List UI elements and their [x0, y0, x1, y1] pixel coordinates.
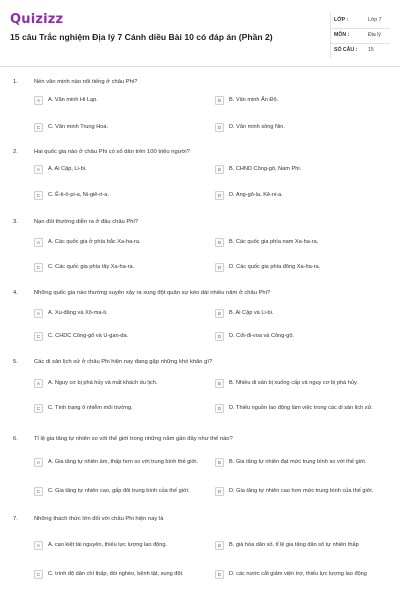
option-b[interactable]	[215, 534, 385, 556]
option-letter-badge: C	[34, 191, 43, 200]
meta-key: LỚP :	[334, 17, 349, 23]
question-number: 6.	[13, 436, 18, 442]
option-letter-badge: B	[215, 165, 224, 174]
option-a[interactable]	[34, 534, 204, 556]
meta-value: Lớp 7	[368, 17, 382, 23]
question-text: Các di sản lịch sử ở châu Phi hiện nay đang gặp những khó khăn gì?	[34, 359, 213, 365]
option-letter-badge: C	[34, 263, 43, 272]
option-letter-badge: A	[34, 238, 43, 247]
option-c[interactable]	[34, 189, 204, 202]
option-text: D. Thiếu nguồn lao động làm việc trong các di sản lịch sử.	[229, 404, 373, 411]
option-b[interactable]	[215, 451, 385, 473]
question-text: Hai quốc gia nào ở châu Phi có số dân trên 100 triệu người?	[34, 149, 190, 155]
option-d[interactable]	[215, 397, 385, 419]
option-letter-badge: C	[34, 123, 43, 132]
option-text: A. Các quốc gia ở phía bắc Xa-ha-ra.	[48, 239, 141, 245]
option-text: A. Nguy cơ bị phá hủy và mất khách du lịch.	[48, 380, 158, 386]
option-letter-badge: C	[34, 404, 43, 413]
option-text: D. Các quốc gia phía đông Xa-ha-ra.	[229, 264, 321, 270]
option-text: C. Gia tăng tự nhiên cao, gấp đôi trung bình của thế giới.	[48, 487, 190, 494]
question-text: Những quốc gia nào thường xuyên xảy ra xung đột quân sự kéo dài nhiều năm ở châu Phi?	[34, 290, 271, 296]
question-text: Tỉ lệ gia tăng tự nhiên so với thế giới trong những năm gần đây như thế nào?	[34, 436, 233, 442]
meta-row-class	[330, 12, 390, 28]
option-letter-badge: A	[34, 165, 43, 174]
document-title: 15 câu Trắc nghiệm Địa lý 7 Cánh diều Bài 10 có đáp án (Phần 2)	[10, 32, 273, 42]
option-letter-badge: D	[215, 123, 224, 132]
option-text: A. Ai Cập, Li-bi.	[48, 166, 87, 172]
option-letter-badge: B	[215, 379, 224, 388]
option-letter-badge: A	[34, 309, 43, 318]
question-number: 5.	[13, 359, 18, 365]
option-letter-badge: D	[215, 487, 224, 496]
option-text: A. cạn kiệt tài nguyên, thiếu lực lượng lao động.	[48, 541, 168, 548]
option-d[interactable]	[215, 121, 385, 134]
option-text: C. CHDC Công-gô và U-gan-da.	[48, 333, 129, 339]
option-letter-badge: A	[34, 458, 43, 467]
option-text: B. CHND Công-gô, Nam Phi.	[229, 166, 302, 172]
header-divider	[0, 66, 400, 67]
option-text: C. Các quốc gia phía tây Xa-ha-ra.	[48, 264, 135, 270]
meta-row-subject	[330, 27, 390, 43]
option-c[interactable]	[34, 563, 204, 585]
option-text: C. Ê-ti-ô-pi-a, Ni-giê-ri-a.	[48, 192, 109, 198]
option-c[interactable]	[34, 261, 204, 274]
question-number: 2.	[13, 149, 18, 155]
option-letter-badge: B	[215, 238, 224, 247]
option-text: B. Các quốc gia phía nam Xa-ha-ra.	[229, 239, 319, 245]
option-text: B. Văn minh Ấn Độ.	[229, 97, 279, 103]
option-b[interactable]	[215, 163, 385, 176]
option-d[interactable]	[215, 480, 385, 502]
option-b[interactable]	[215, 307, 385, 320]
option-c[interactable]	[34, 480, 204, 502]
meta-row-count	[330, 42, 390, 58]
page-header	[0, 0, 400, 62]
question-number: 7.	[13, 516, 18, 522]
option-letter-badge: C	[34, 487, 43, 496]
option-a[interactable]	[34, 451, 204, 473]
option-a[interactable]	[34, 307, 204, 320]
option-text: A. Văn minh Hi Lạp.	[48, 97, 98, 103]
option-d[interactable]	[215, 261, 385, 274]
option-a[interactable]	[34, 94, 204, 107]
question-number: 1.	[13, 79, 18, 85]
option-b[interactable]	[215, 94, 385, 107]
option-letter-badge: B	[215, 541, 224, 550]
question-text: Nạn đói thường diễn ra ở đâu châu Phi?	[34, 219, 138, 225]
meta-key: MÔN :	[334, 32, 350, 38]
option-a[interactable]	[34, 377, 204, 390]
question-number: 4.	[13, 290, 18, 296]
option-text: B. Gia tăng tự nhiên đạt mức trung bình so với thế giới.	[229, 458, 367, 465]
option-c[interactable]	[34, 402, 204, 415]
option-text: B. già hóa dân số, tỉ lệ gia tăng dân số tự nhiên thấp	[229, 541, 359, 548]
option-text: D. Gia tăng tự nhiên cao hơn mức trung bình của thế giới.	[229, 487, 374, 494]
option-text: A. Xu-đăng và Xô-ma-li.	[48, 310, 108, 316]
question-text: Nền văn minh nào nổi tiếng ở châu Phi?	[34, 79, 138, 85]
option-c[interactable]	[34, 121, 204, 134]
option-text: D. các nước cắt giảm viện trợ, thiếu lực lượng lao động	[229, 570, 367, 577]
option-b[interactable]	[215, 236, 385, 249]
option-letter-badge: C	[34, 570, 43, 579]
quizizz-logo[interactable]: Quizizz	[10, 12, 64, 27]
option-b[interactable]	[215, 377, 385, 390]
option-text: B. Ai Cập và Li-bi.	[229, 310, 274, 316]
option-c[interactable]	[34, 330, 204, 343]
option-text: B. Nhiều di sản bị xuống cấp và nguy cơ bị phá hủy.	[229, 380, 358, 386]
option-letter-badge: D	[215, 332, 224, 341]
option-letter-badge: C	[34, 332, 43, 341]
meta-key: SỐ CÂU :	[334, 47, 358, 53]
option-text: D. Cốt-đi-voa và Công-gô.	[229, 333, 294, 339]
option-d[interactable]	[215, 563, 385, 585]
option-a[interactable]	[34, 163, 204, 176]
option-letter-badge: B	[215, 309, 224, 318]
option-a[interactable]	[34, 236, 204, 249]
meta-value: Địa lý	[368, 32, 381, 38]
option-text: C. Tình trạng ô nhiễm môi trường.	[48, 405, 133, 411]
option-text: A. Gia tăng tự nhiên âm, thấp hơn so với trung bình thế giới.	[48, 458, 199, 465]
option-text: C. trình độ dân chí thấp, đói nghèo, bệnh tật, xung đột.	[48, 570, 184, 577]
meta-value: 15	[368, 47, 374, 53]
option-letter-badge: D	[215, 191, 224, 200]
option-text: D. Ang-gô-la, Kê-ni-a.	[229, 192, 283, 198]
option-d[interactable]	[215, 189, 385, 202]
option-text: D. Văn minh sông Nin.	[229, 124, 285, 130]
question-text: Những thách thức lớn đối với châu Phi hiện nay là	[34, 516, 164, 522]
option-letter-badge: A	[34, 96, 43, 105]
option-letter-badge: D	[215, 404, 224, 413]
option-letter-badge: B	[215, 96, 224, 105]
option-letter-badge: A	[34, 541, 43, 550]
option-letter-badge: D	[215, 263, 224, 272]
question-number: 3.	[13, 219, 18, 225]
option-letter-badge: B	[215, 458, 224, 467]
option-d[interactable]	[215, 330, 385, 343]
option-text: C. Văn minh Trung Hoa.	[48, 124, 109, 130]
option-letter-badge: A	[34, 379, 43, 388]
option-letter-badge: D	[215, 570, 224, 579]
